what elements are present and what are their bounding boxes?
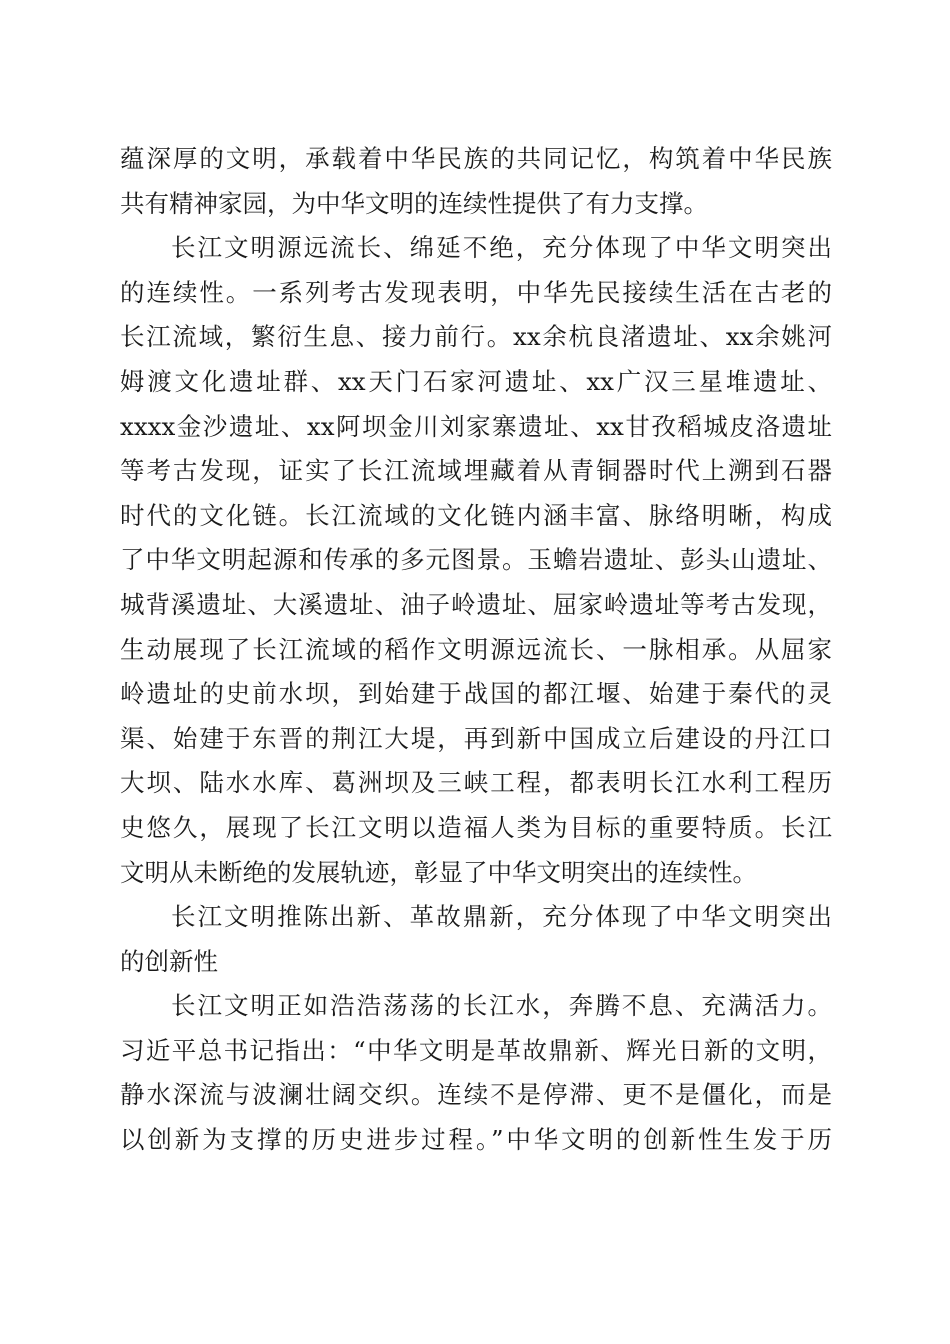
text-line: 的连续性。一系列考古发现表明，中华先民接续生活在古老的 xyxy=(120,277,832,307)
text-line: 时代的文化链。长江流域的文化链内涵丰富、脉络明晰，构成 xyxy=(120,500,832,530)
section-heading xyxy=(120,895,832,984)
text-line: 城背溪遗址、大溪遗址、油子岭遗址、屈家岭遗址等考古发现， xyxy=(120,589,832,619)
text-line: 长江流域，繁衍生息、接力前行。xx余杭良渚遗址、xx余姚河 xyxy=(120,322,832,352)
paragraph-2 xyxy=(120,226,832,895)
text-line: 文明从未断绝的发展轨迹，彰显了中华文明突出的连续性。 xyxy=(120,857,757,887)
text-line: 生动展现了长江流域的稻作文明源远流长、一脉相承。从屈家 xyxy=(120,634,832,664)
text-line: xxxx金沙遗址、xx阿坝金川刘家寨遗址、xx甘孜稻城皮洛遗址 xyxy=(120,411,832,441)
text-line: 岭遗址的史前水坝，到始建于战国的都江堰、始建于秦代的灵 xyxy=(120,679,832,709)
text-line: 姆渡文化遗址群、xx天门石家河遗址、xx广汉三星堆遗址、 xyxy=(120,366,832,396)
text-line: 的创新性 xyxy=(120,946,218,976)
text-line: 等考古发现，证实了长江流域埋藏着从青铜器时代上溯到石器 xyxy=(120,456,832,486)
text-line: 大坝、陆水水库、葛洲坝及三峡工程，都表明长江水利工程历 xyxy=(120,768,832,798)
paragraph-1 xyxy=(120,137,832,226)
text-line: 长江文明正如浩浩荡荡的长江水，奔腾不息、充满活力。 xyxy=(171,991,832,1021)
text-line: 以创新为支撑的历史进步过程。”中华文明的创新性生发于历 xyxy=(120,1125,832,1155)
text-line: 渠、始建于东晋的荆江大堤，再到新中国成立后建设的丹江口 xyxy=(120,723,832,753)
text-line: 长江文明推陈出新、革故鼎新，充分体现了中华文明突出 xyxy=(171,902,832,932)
text-line: 长江文明源远流长、绵延不绝，充分体现了中华文明突出 xyxy=(171,233,832,263)
text-line: 静水深流与波澜壮阔交织。连续不是停滞、更不是僵化，而是 xyxy=(120,1080,832,1110)
text-line: 习近平总书记指出：“中华文明是革故鼎新、辉光日新的文明， xyxy=(120,1035,832,1065)
text-line: 蕴深厚的文明，承载着中华民族的共同记忆，构筑着中华民族 xyxy=(120,144,832,173)
body-text xyxy=(120,137,832,1163)
text-line: 共有精神家园，为中华文明的连续性提供了有力支撑。 xyxy=(120,188,708,218)
paragraph-3 xyxy=(120,984,832,1162)
text-line: 了中华文明起源和传承的多元图景。玉蟾岩遗址、彭头山遗址、 xyxy=(120,545,832,575)
text-line: 史悠久，展现了长江文明以造福人类为目标的重要特质。长江 xyxy=(120,812,832,842)
